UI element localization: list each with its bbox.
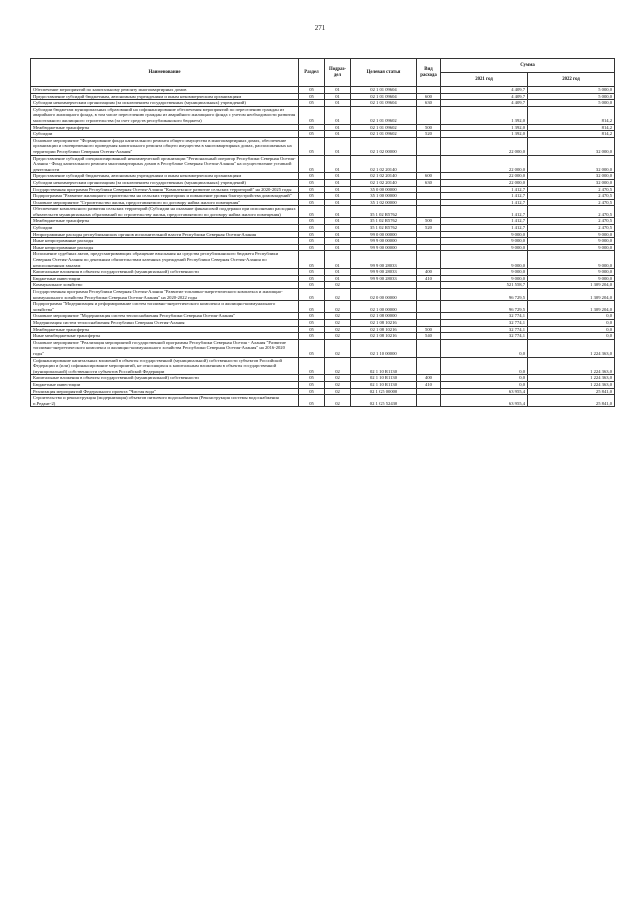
row-name: Коммунальное хозяйство xyxy=(31,282,299,289)
row-amount-2022: 1 309 204,0 xyxy=(528,289,615,301)
table-row xyxy=(31,193,615,200)
row-article: 35 1 02 R5762 xyxy=(351,206,417,218)
row-name: Основное мероприятие "Модернизация систем теплоснабжения Республики Северная Осетия-Алания" xyxy=(31,313,299,320)
row-amount-2022: 1 309 204,0 xyxy=(528,301,615,313)
row-expense-type xyxy=(417,313,441,320)
row-expense-type xyxy=(417,186,441,193)
row-subsection: 02 xyxy=(325,357,351,375)
row-section: 05 xyxy=(299,313,325,320)
row-amount-2022: 0,0 xyxy=(528,319,615,326)
row-article: 35 1 00 00000 xyxy=(351,193,417,200)
row-amount-2022: 32 000,0 xyxy=(528,137,615,155)
row-amount-2022: 25 841,0 xyxy=(528,395,615,407)
row-subsection: 01 xyxy=(325,173,351,180)
row-amount-2021: 32 774,1 xyxy=(441,326,528,333)
row-name: Модернизация систем теплоснабжения Республики Северная Осетия-Алания xyxy=(31,319,299,326)
table-row xyxy=(31,381,615,388)
row-amount-2022: 9 000,0 xyxy=(528,244,615,251)
table-row xyxy=(31,173,615,180)
header-year-2021: 2021 год xyxy=(441,73,528,87)
row-amount-2021: 9 000,0 xyxy=(441,238,528,245)
header-sum: Сумма xyxy=(441,59,615,73)
row-amount-2021: 22 000,0 xyxy=(441,155,528,173)
row-amount-2021: 4 409,7 xyxy=(441,100,528,107)
row-section: 05 xyxy=(299,131,325,138)
row-subsection: 01 xyxy=(325,225,351,232)
table-row xyxy=(31,179,615,186)
row-name: Межбюджетные трансферты xyxy=(31,124,299,131)
table-row xyxy=(31,395,615,407)
row-subsection: 01 xyxy=(325,231,351,238)
row-amount-2021: 63 955,4 xyxy=(441,388,528,395)
row-expense-type: 520 xyxy=(417,131,441,138)
row-name: Субсидии некоммерческим организациям (за исключением государственных (муниципальных) учреждений) xyxy=(31,100,299,107)
row-amount-2021: 1 392,0 xyxy=(441,131,528,138)
row-expense-type: 600 xyxy=(417,173,441,180)
table-row xyxy=(31,357,615,375)
header-article: Целевая статья xyxy=(351,59,417,87)
row-name: Межбюджетные трансферты xyxy=(31,218,299,225)
table-row xyxy=(31,333,615,340)
row-section: 05 xyxy=(299,238,325,245)
row-subsection: 01 xyxy=(325,100,351,107)
table-row xyxy=(31,375,615,382)
row-amount-2022: 2 470,5 xyxy=(528,199,615,206)
table-row xyxy=(31,289,615,301)
header-name: Наименование xyxy=(31,59,299,87)
row-subsection: 02 xyxy=(325,313,351,320)
row-name: Предоставление субсидий специализированной некоммерческой организации "Региональный оператор Республики Северная Осетия-Алания - Фонд капитального ремонта многоквартирных домов в Республике Северная Осетия-Алания" на осуществление уставной деятельности xyxy=(31,155,299,173)
row-amount-2021: 4 409,7 xyxy=(441,87,528,94)
table-row xyxy=(31,131,615,138)
row-article: 02 1 01 09602 xyxy=(351,124,417,131)
page-number: 271 xyxy=(314,24,326,32)
row-section: 05 xyxy=(299,231,325,238)
row-section: 05 xyxy=(299,244,325,251)
row-article: 02 1 01 09604 xyxy=(351,87,417,94)
row-subsection: 01 xyxy=(325,251,351,269)
row-expense-type xyxy=(417,199,441,206)
table-row xyxy=(31,269,615,276)
row-subsection: 01 xyxy=(325,186,351,193)
row-subsection: 01 xyxy=(325,199,351,206)
row-section: 05 xyxy=(299,93,325,100)
row-section: 05 xyxy=(299,218,325,225)
header-section: Раздел xyxy=(299,59,325,87)
row-amount-2022: 2 470,5 xyxy=(528,206,615,218)
row-name: Реализация мероприятий Федерального проекта "Чистая вода" xyxy=(31,388,299,395)
row-name: Субсидии xyxy=(31,225,299,232)
row-section: 05 xyxy=(299,206,325,218)
row-section: 05 xyxy=(299,173,325,180)
row-amount-2022: 5 000,0 xyxy=(528,87,615,94)
row-subsection: 01 xyxy=(325,206,351,218)
table-row xyxy=(31,87,615,94)
row-name: Субсидии xyxy=(31,131,299,138)
row-article: 02 1 01 09602 xyxy=(351,106,417,124)
row-amount-2022: 2 470,5 xyxy=(528,225,615,232)
row-section: 05 xyxy=(299,319,325,326)
row-article: 02 0 00 00000 xyxy=(351,289,417,301)
row-subsection: 02 xyxy=(325,333,351,340)
row-amount-2021: 9 000,0 xyxy=(441,269,528,276)
row-amount-2022: 0,0 xyxy=(528,313,615,320)
row-expense-type xyxy=(417,289,441,301)
row-article: 02 1 10 00000 xyxy=(351,339,417,357)
row-section: 05 xyxy=(299,225,325,232)
row-amount-2021: 1 392,0 xyxy=(441,106,528,124)
row-article: 02 1 08 00000 xyxy=(351,313,417,320)
row-name: Исполнение судебных актов, предусматривающих обращение взыскания на средства республиканского бюджета Республики Северная Осетия-Алания по денежным обязательствам казенных учреждений Республики Северная Осетия-Алания по неисполненным заказам xyxy=(31,251,299,269)
row-expense-type: 400 xyxy=(417,375,441,382)
row-name: Государственная программа Республики Северная Осетия-Алания "Развитие топливно-энергетического комплекса и жилищно-коммунального хозяйства Республики Северная Осетия-Алания" на 2020-2022 годы xyxy=(31,289,299,301)
header-expense-type: Вид расхода xyxy=(417,59,441,87)
row-article: 35 0 00 00000 xyxy=(351,186,417,193)
row-expense-type: 410 xyxy=(417,381,441,388)
row-amount-2022: 1 224 363,0 xyxy=(528,381,615,388)
table-row xyxy=(31,199,615,206)
row-expense-type xyxy=(417,193,441,200)
row-amount-2021: 4 409,7 xyxy=(441,93,528,100)
row-amount-2022: 1 309 204,0 xyxy=(528,282,615,289)
row-amount-2022: 25 841,0 xyxy=(528,388,615,395)
row-subsection: 01 xyxy=(325,124,351,131)
row-amount-2021: 9 000,0 xyxy=(441,275,528,282)
row-name: Иные непрограммные расходы xyxy=(31,238,299,245)
row-amount-2022: 814,2 xyxy=(528,131,615,138)
table-row xyxy=(31,106,615,124)
row-expense-type xyxy=(417,339,441,357)
row-expense-type: 500 xyxy=(417,326,441,333)
row-subsection: 02 xyxy=(325,319,351,326)
table-row xyxy=(31,339,615,357)
table-row xyxy=(31,388,615,395)
row-amount-2022: 0,0 xyxy=(528,333,615,340)
row-section: 05 xyxy=(299,155,325,173)
row-amount-2021: 1 412,7 xyxy=(441,199,528,206)
row-article: 02 1 01 09602 xyxy=(351,131,417,138)
table-row xyxy=(31,100,615,107)
row-amount-2022: 814,2 xyxy=(528,106,615,124)
row-expense-type xyxy=(417,231,441,238)
row-amount-2022: 5 000,0 xyxy=(528,100,615,107)
row-name: Иные межбюджетные трансферты xyxy=(31,333,299,340)
row-subsection: 01 xyxy=(325,87,351,94)
table-row xyxy=(31,238,615,245)
table-row xyxy=(31,225,615,232)
row-article: 02 1 02 20140 xyxy=(351,155,417,173)
row-article: 02 1 08 10216 xyxy=(351,333,417,340)
row-subsection: 02 xyxy=(325,381,351,388)
row-article xyxy=(351,282,417,289)
table-row xyxy=(31,124,615,131)
row-amount-2021: 1 412,7 xyxy=(441,193,528,200)
row-article: 99 9 00 00000 xyxy=(351,238,417,245)
row-article: 99 9 00 00000 xyxy=(351,244,417,251)
row-article: 02 1 01 09604 xyxy=(351,93,417,100)
row-expense-type: 400 xyxy=(417,269,441,276)
row-subsection: 01 xyxy=(325,137,351,155)
row-expense-type: 630 xyxy=(417,100,441,107)
row-section: 05 xyxy=(299,87,325,94)
row-amount-2021: 521 558,7 xyxy=(441,282,528,289)
row-article: 02 1 02 20140 xyxy=(351,179,417,186)
row-subsection: 01 xyxy=(325,244,351,251)
row-subsection: 01 xyxy=(325,179,351,186)
row-expense-type: 500 xyxy=(417,124,441,131)
table-row xyxy=(31,282,615,289)
row-subsection: 01 xyxy=(325,106,351,124)
table-row xyxy=(31,326,615,333)
row-expense-type xyxy=(417,395,441,407)
row-subsection: 02 xyxy=(325,289,351,301)
table-row xyxy=(31,275,615,282)
row-amount-2021: 22 000,0 xyxy=(441,137,528,155)
row-name: Иные непрограммные расходы xyxy=(31,244,299,251)
row-section: 05 xyxy=(299,339,325,357)
row-amount-2022: 1 224 363,0 xyxy=(528,357,615,375)
table-row xyxy=(31,155,615,173)
table-row xyxy=(31,244,615,251)
row-expense-type: 600 xyxy=(417,93,441,100)
row-article: 02 1 08 10216 xyxy=(351,326,417,333)
row-section: 05 xyxy=(299,301,325,313)
row-name: Софинансирование капитальных вложений в объекты государственной (муниципальной) собственности субъектов Российской Федерации и (или) софинансирование мероприятий, не относящихся к капитальным вложениям в объекты государственной (муниципальной) собственности субъектов Российской Федерации xyxy=(31,357,299,375)
row-section: 05 xyxy=(299,199,325,206)
row-name: Основное мероприятие "Реализация мероприятий государственной программы Республики Северная Осетия - Алания "Развитие топливно-энергетического комплекса и жилищно-коммунального хозяйства Республики Северная Осетия-Алания" на 2016-2020 годы" xyxy=(31,339,299,357)
row-name: Подпрограмма "Развитие жилищного строительства на сельских территориях и повышение уровня благоустройства домовладений" xyxy=(31,193,299,200)
row-amount-2021: 9 000,0 xyxy=(441,244,528,251)
row-amount-2022: 9 000,0 xyxy=(528,238,615,245)
row-expense-type xyxy=(417,282,441,289)
row-subsection: 01 xyxy=(325,218,351,225)
row-amount-2022: 2 470,5 xyxy=(528,193,615,200)
row-section: 05 xyxy=(299,124,325,131)
row-subsection: 01 xyxy=(325,131,351,138)
row-section: 05 xyxy=(299,193,325,200)
row-amount-2021: 96 729,5 xyxy=(441,289,528,301)
row-name: Основное мероприятие "Формирование фонда капитального ремонта общего имущества в многоквартирных домах, обеспечение организации и своевременного проведения капитального ремонта общего имущества в многоквартирных домах, расположенных на территории Республики Северная Осетия-Алания" xyxy=(31,137,299,155)
row-expense-type xyxy=(417,301,441,313)
row-amount-2021: 63 955,4 xyxy=(441,395,528,407)
row-expense-type xyxy=(417,206,441,218)
row-subsection: 02 xyxy=(325,282,351,289)
table-row xyxy=(31,301,615,313)
row-expense-type xyxy=(417,238,441,245)
row-name: Межбюджетные трансферты xyxy=(31,326,299,333)
row-section: 05 xyxy=(299,251,325,269)
row-amount-2022: 0,0 xyxy=(528,326,615,333)
row-section: 05 xyxy=(299,381,325,388)
row-subsection: 02 xyxy=(325,395,351,407)
row-name: Предоставление субсидий бюджетным, автономным учреждениям и иным некоммерческим организациям xyxy=(31,173,299,180)
row-expense-type xyxy=(417,251,441,269)
table-body xyxy=(31,87,615,407)
row-amount-2022: 1 224 363,0 xyxy=(528,375,615,382)
row-amount-2022: 9 000,0 xyxy=(528,251,615,269)
row-name: Предоставление субсидий бюджетным, автономным учреждениям и иным некоммерческим организациям xyxy=(31,93,299,100)
row-subsection: 01 xyxy=(325,275,351,282)
row-section: 05 xyxy=(299,289,325,301)
row-subsection: 01 xyxy=(325,238,351,245)
row-amount-2021: 0,0 xyxy=(441,339,528,357)
row-amount-2021: 0,0 xyxy=(441,357,528,375)
row-amount-2021: 22 000,0 xyxy=(441,179,528,186)
row-name: Капитальные вложения в объекты государственной (муниципальной) собственности xyxy=(31,375,299,382)
row-article: 02 1 08 10216 xyxy=(351,319,417,326)
table-row xyxy=(31,218,615,225)
row-article: 02 1 10 R1130 xyxy=(351,357,417,375)
row-article: 02 1 G5 00000 xyxy=(351,388,417,395)
row-amount-2022: 9 000,0 xyxy=(528,275,615,282)
row-amount-2021: 1 412,7 xyxy=(441,206,528,218)
row-amount-2022: 9 000,0 xyxy=(528,231,615,238)
table-row xyxy=(31,206,615,218)
row-name: Обеспечение мероприятий по капитальному ремонту многоквартирных домов xyxy=(31,87,299,94)
row-name: Бюджетные инвестиции xyxy=(31,381,299,388)
row-name: Строительство и реконструкция (модернизация) объектов питьевого водоснабжения (Реконструкция системы водоснабжения п.Редант-2) xyxy=(31,395,299,407)
row-section: 05 xyxy=(299,137,325,155)
row-expense-type: 410 xyxy=(417,275,441,282)
row-article: 35 1 02 R5762 xyxy=(351,218,417,225)
row-subsection: 01 xyxy=(325,155,351,173)
row-name: Основное мероприятие "Строительство жилья, предоставляемого по договору найма жилого помещения" xyxy=(31,199,299,206)
row-amount-2021: 32 774,1 xyxy=(441,319,528,326)
row-expense-type xyxy=(417,155,441,173)
row-name: Непрограммные расходы республиканских органов исполнительной власти Республики Северная Осетия-Алания xyxy=(31,231,299,238)
table-row xyxy=(31,137,615,155)
row-article: 02 1 01 09604 xyxy=(351,100,417,107)
row-article: 02 1 02 00000 xyxy=(351,137,417,155)
row-section: 05 xyxy=(299,269,325,276)
row-article: 35 1 02 R5762 xyxy=(351,225,417,232)
row-section: 05 xyxy=(299,106,325,124)
table-row xyxy=(31,231,615,238)
table-row xyxy=(31,186,615,193)
row-amount-2021: 32 774,1 xyxy=(441,333,528,340)
row-article: 99 9 00 28033 xyxy=(351,251,417,269)
header-year-2022: 2022 год xyxy=(528,73,615,87)
row-expense-type xyxy=(417,137,441,155)
row-amount-2022: 9 000,0 xyxy=(528,269,615,276)
row-amount-2022: 814,2 xyxy=(528,124,615,131)
row-expense-type: 500 xyxy=(417,218,441,225)
row-amount-2022: 1 224 363,0 xyxy=(528,339,615,357)
row-section: 05 xyxy=(299,388,325,395)
table-row xyxy=(31,251,615,269)
row-article: 02 1 00 00000 xyxy=(351,301,417,313)
row-section: 05 xyxy=(299,275,325,282)
row-section: 05 xyxy=(299,100,325,107)
row-section: 05 xyxy=(299,395,325,407)
row-name: Государственная программа Республики Северная Осетия-Алания "Комплексное развитие сельских территорий" на 2020-2025 годы xyxy=(31,186,299,193)
row-expense-type: 630 xyxy=(417,179,441,186)
row-amount-2021: 96 729,5 xyxy=(441,301,528,313)
row-amount-2022: 2 470,5 xyxy=(528,218,615,225)
row-expense-type: 540 xyxy=(417,333,441,340)
row-section: 05 xyxy=(299,357,325,375)
row-amount-2021: 32 774,1 xyxy=(441,313,528,320)
table-row xyxy=(31,319,615,326)
row-name: Бюджетные инвестиции xyxy=(31,275,299,282)
row-subsection: 01 xyxy=(325,93,351,100)
row-expense-type xyxy=(417,388,441,395)
row-article: 35 1 02 00000 xyxy=(351,199,417,206)
row-subsection: 02 xyxy=(325,375,351,382)
table-row xyxy=(31,93,615,100)
budget-table xyxy=(30,58,615,407)
row-article: 99 9 00 28033 xyxy=(351,275,417,282)
row-section: 05 xyxy=(299,326,325,333)
row-expense-type: 520 xyxy=(417,225,441,232)
row-amount-2022: 32 000,0 xyxy=(528,179,615,186)
row-amount-2021: 9 000,0 xyxy=(441,231,528,238)
row-name: Капитальные вложения в объекты государственной (муниципальной) собственности xyxy=(31,269,299,276)
row-section: 05 xyxy=(299,333,325,340)
row-name: Подпрограмма "Модернизация и реформирование систем топливно-энергетического комплекса и жилищно-коммунального хозяйства" xyxy=(31,301,299,313)
row-section: 05 xyxy=(299,282,325,289)
row-amount-2021: 1 412,7 xyxy=(441,186,528,193)
table-row xyxy=(31,313,615,320)
row-name: Обеспечение комплексного развития сельских территорий (Субсидии на оказание финансовой поддержки при исполнении расходных обязательств муниципальных образований по строительству жилья, предоставляемого по договору найма жилого помещения) xyxy=(31,206,299,218)
row-article: 02 1 02 20140 xyxy=(351,173,417,180)
row-expense-type xyxy=(417,244,441,251)
row-amount-2022: 32 000,0 xyxy=(528,155,615,173)
row-amount-2021: 1 412,7 xyxy=(441,218,528,225)
row-article: 99 0 00 00000 xyxy=(351,231,417,238)
row-section: 05 xyxy=(299,179,325,186)
row-expense-type xyxy=(417,106,441,124)
row-amount-2021: 1 392,0 xyxy=(441,124,528,131)
header-subsection: Подраз-дел xyxy=(325,59,351,87)
row-article: 99 9 00 28033 xyxy=(351,269,417,276)
row-amount-2021: 1 412,7 xyxy=(441,225,528,232)
row-subsection: 01 xyxy=(325,269,351,276)
row-subsection: 01 xyxy=(325,193,351,200)
row-article: 02 1 10 R1130 xyxy=(351,381,417,388)
row-name: Субсидии бюджетам муниципальных образований на софинансирование обеспечения мероприятий по переселению граждан из аварийного жилищного фонда, в том числе переселению граждан из аварийного жилищного фонда с учетом необходимости развития малоэтажного жилищного строительства (за счет средств республиканского бюджета) xyxy=(31,106,299,124)
row-subsection: 02 xyxy=(325,326,351,333)
row-amount-2021: 0,0 xyxy=(441,375,528,382)
row-article: 02 1 10 R1130 xyxy=(351,375,417,382)
row-amount-2022: 5 000,0 xyxy=(528,93,615,100)
row-amount-2021: 22 000,0 xyxy=(441,173,528,180)
row-section: 05 xyxy=(299,186,325,193)
row-expense-type xyxy=(417,87,441,94)
row-amount-2021: 9 000,0 xyxy=(441,251,528,269)
row-subsection: 02 xyxy=(325,339,351,357)
row-expense-type xyxy=(417,357,441,375)
row-name: Субсидии некоммерческим организациям (за исключением государственных (муниципальных) учреждений) xyxy=(31,179,299,186)
row-section: 05 xyxy=(299,375,325,382)
row-amount-2022: 2 470,5 xyxy=(528,186,615,193)
row-amount-2021: 0,0 xyxy=(441,381,528,388)
row-subsection: 02 xyxy=(325,301,351,313)
row-article: 02 1 G5 52430 xyxy=(351,395,417,407)
row-amount-2022: 32 000,0 xyxy=(528,173,615,180)
row-expense-type xyxy=(417,319,441,326)
row-subsection: 02 xyxy=(325,388,351,395)
